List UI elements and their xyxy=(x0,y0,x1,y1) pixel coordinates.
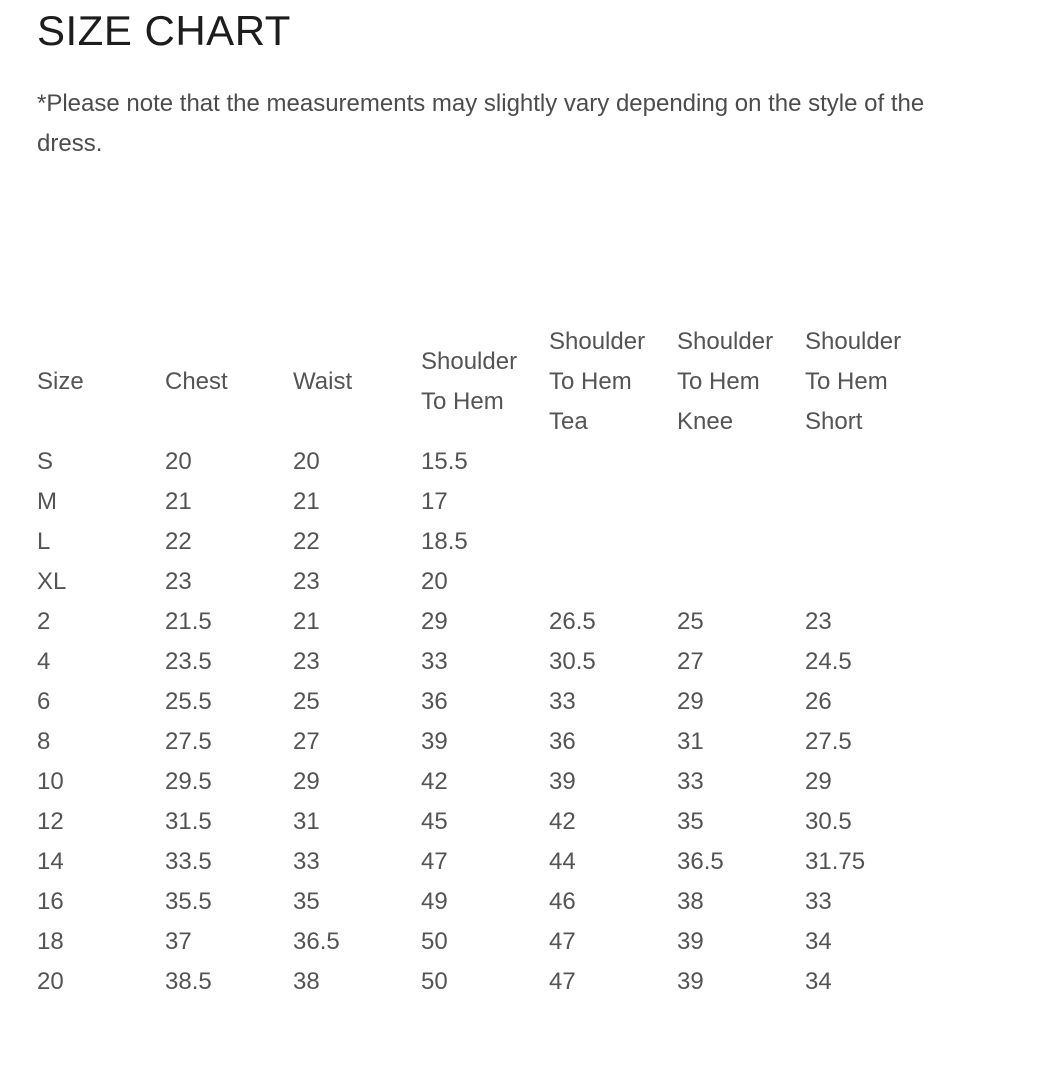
measurement-cell: 31.75 xyxy=(805,848,866,876)
measurement-cell: 22 xyxy=(293,528,320,556)
measurement-cell: 29 xyxy=(677,688,704,716)
size-cell: XL xyxy=(37,568,67,596)
size-chart-table xyxy=(37,322,933,1002)
measurement-cell: 20 xyxy=(165,448,192,476)
measurement-cell: 29.5 xyxy=(165,768,212,796)
table-row xyxy=(37,642,933,682)
measurement-cell: 25.5 xyxy=(165,688,212,716)
measurement-cell: 35 xyxy=(293,888,320,916)
measurement-cell: 39 xyxy=(421,728,448,756)
size-cell: 12 xyxy=(37,808,64,836)
measurement-cell: 35.5 xyxy=(165,888,212,916)
measurement-cell: 26.5 xyxy=(549,608,596,636)
measurement-cell xyxy=(805,482,933,522)
measurement-cell: 27.5 xyxy=(805,728,852,756)
column-header: Waist xyxy=(293,368,353,396)
column-header: Shoulder To Hem xyxy=(421,348,518,416)
measurement-cell: 50 xyxy=(421,968,448,996)
measurement-cell xyxy=(677,442,805,482)
table-row xyxy=(37,962,933,1002)
measurement-cell xyxy=(677,482,805,522)
measurement-cell: 21.5 xyxy=(165,608,212,636)
measurement-cell: 25 xyxy=(677,608,704,636)
table-row xyxy=(37,482,933,522)
size-cell: 20 xyxy=(37,968,64,996)
measurement-cell: 15.5 xyxy=(421,448,468,476)
table-row xyxy=(37,842,933,882)
size-cell: 4 xyxy=(37,648,51,676)
measurement-cell xyxy=(805,442,933,482)
measurement-cell xyxy=(549,522,677,562)
size-cell: 6 xyxy=(37,688,51,716)
measurement-cell: 47 xyxy=(549,928,576,956)
measurement-cell: 38 xyxy=(677,888,704,916)
measurement-cell: 35 xyxy=(677,808,704,836)
measurement-cell: 42 xyxy=(421,768,448,796)
measurement-cell xyxy=(549,562,677,602)
measurement-cell: 47 xyxy=(421,848,448,876)
measurement-cell: 20 xyxy=(293,448,320,476)
measurement-cell: 29 xyxy=(805,768,832,796)
table-row xyxy=(37,682,933,722)
measurement-cell xyxy=(805,562,933,602)
measurement-cell: 33.5 xyxy=(165,848,212,876)
measurement-cell xyxy=(549,442,677,482)
size-cell: 16 xyxy=(37,888,64,916)
measurement-cell: 23 xyxy=(293,568,320,596)
measurement-cell: 31.5 xyxy=(165,808,212,836)
measurement-cell: 18.5 xyxy=(421,528,468,556)
column-header: Shoulder To Hem Knee xyxy=(677,328,774,436)
measurement-cell: 39 xyxy=(677,928,704,956)
column-header: Shoulder To Hem Tea xyxy=(549,328,646,436)
measurement-cell: 36 xyxy=(421,688,448,716)
measurement-cell: 46 xyxy=(549,888,576,916)
column-header: Size xyxy=(37,368,84,396)
measurement-cell: 44 xyxy=(549,848,576,876)
measurement-cell: 25 xyxy=(293,688,320,716)
size-cell: 14 xyxy=(37,848,64,876)
measurement-cell: 23 xyxy=(293,648,320,676)
measurement-cell: 47 xyxy=(549,968,576,996)
column-header: Shoulder To Hem Short xyxy=(805,328,902,436)
measurement-cell: 29 xyxy=(421,608,448,636)
measurement-cell: 36 xyxy=(549,728,576,756)
table-row xyxy=(37,802,933,842)
table-header xyxy=(37,322,933,442)
measurement-cell: 39 xyxy=(549,768,576,796)
measurement-cell: 30.5 xyxy=(549,648,596,676)
measurement-cell: 24.5 xyxy=(805,648,852,676)
measurement-cell xyxy=(677,562,805,602)
measurement-cell: 30.5 xyxy=(805,808,852,836)
measurement-cell: 21 xyxy=(165,488,192,516)
measurement-cell: 39 xyxy=(677,968,704,996)
column-header: Chest xyxy=(165,368,228,396)
table-row xyxy=(37,762,933,802)
measurement-cell: 27 xyxy=(293,728,320,756)
measurement-cell xyxy=(677,522,805,562)
measurement-cell: 23 xyxy=(165,568,192,596)
measurement-note: *Please note that the measurements may slightly vary depending on the style of the dress. xyxy=(37,90,925,158)
measurement-cell: 42 xyxy=(549,808,576,836)
table-row xyxy=(37,562,933,602)
measurement-cell: 33 xyxy=(805,888,832,916)
size-cell: 2 xyxy=(37,608,51,636)
measurement-cell: 20 xyxy=(421,568,448,596)
header-row xyxy=(37,322,933,442)
measurement-cell: 33 xyxy=(677,768,704,796)
measurement-cell: 29 xyxy=(293,768,320,796)
measurement-cell: 38 xyxy=(293,968,320,996)
measurement-cell: 21 xyxy=(293,488,320,516)
table-row xyxy=(37,882,933,922)
size-cell: L xyxy=(37,528,51,556)
measurement-cell: 33 xyxy=(293,848,320,876)
measurement-cell: 33 xyxy=(421,648,448,676)
measurement-cell xyxy=(805,522,933,562)
measurement-cell: 31 xyxy=(293,808,320,836)
measurement-cell: 26 xyxy=(805,688,832,716)
table-row xyxy=(37,602,933,642)
measurement-cell: 38.5 xyxy=(165,968,212,996)
measurement-cell: 27 xyxy=(677,648,704,676)
measurement-cell: 22 xyxy=(165,528,192,556)
size-cell: M xyxy=(37,488,57,516)
measurement-cell: 36.5 xyxy=(293,928,340,956)
table-row xyxy=(37,722,933,762)
measurement-cell: 50 xyxy=(421,928,448,956)
measurement-cell: 37 xyxy=(165,928,192,956)
table-row xyxy=(37,922,933,962)
measurement-cell: 23.5 xyxy=(165,648,212,676)
measurement-cell: 34 xyxy=(805,968,832,996)
page-title: SIZE CHART xyxy=(37,7,291,54)
measurement-cell: 49 xyxy=(421,888,448,916)
measurement-cell: 34 xyxy=(805,928,832,956)
measurement-cell: 45 xyxy=(421,808,448,836)
measurement-cell: 17 xyxy=(421,488,448,516)
measurement-cell: 33 xyxy=(549,688,576,716)
table-row xyxy=(37,522,933,562)
measurement-cell xyxy=(549,482,677,522)
measurement-cell: 27.5 xyxy=(165,728,212,756)
measurement-cell: 23 xyxy=(805,608,832,636)
size-cell: 8 xyxy=(37,728,51,756)
measurement-cell: 31 xyxy=(677,728,704,756)
table-row xyxy=(37,442,933,482)
size-cell: 10 xyxy=(37,768,64,796)
size-cell: 18 xyxy=(37,928,64,956)
table-body xyxy=(37,442,933,1002)
measurement-cell: 36.5 xyxy=(677,848,724,876)
size-cell: S xyxy=(37,448,54,476)
measurement-cell: 21 xyxy=(293,608,320,636)
